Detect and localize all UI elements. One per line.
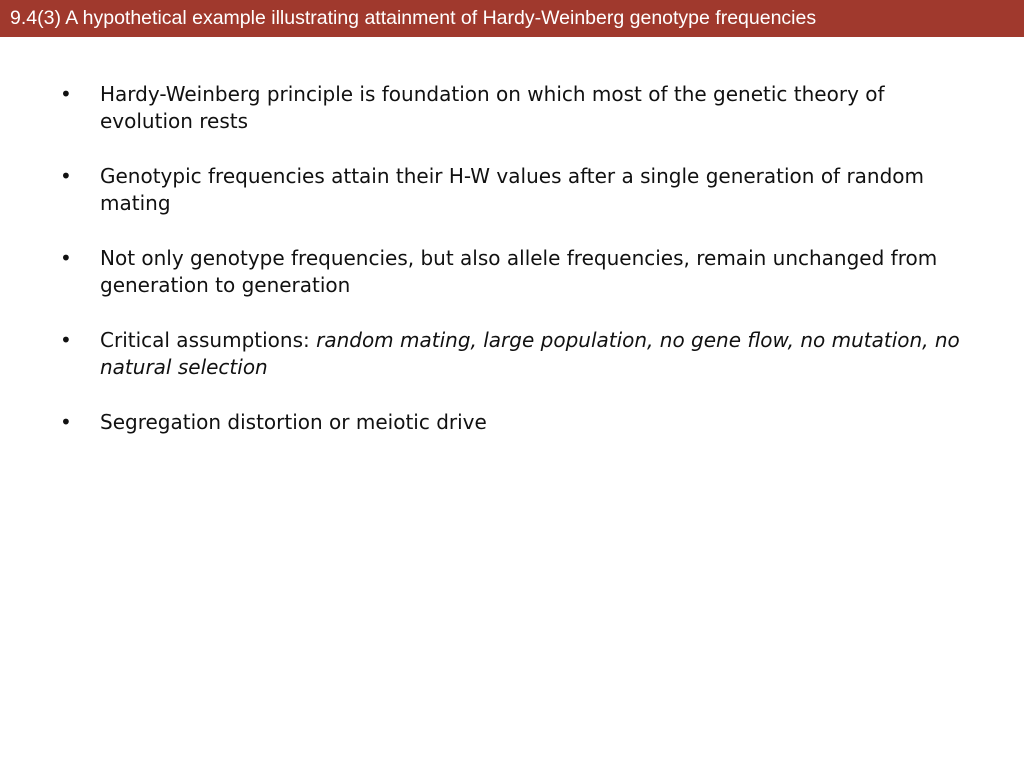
bullet-item-4	[60, 327, 960, 381]
slide-title: 9.4(3) A hypothetical example illustrating attainment of Hardy-Weinberg genotype frequencies	[10, 7, 817, 29]
bullet-item-2	[60, 163, 960, 217]
bullet-text-3: Not only genotype frequencies, but also allele frequencies, remain unchanged from generation to generation	[100, 246, 938, 297]
bullet-text-1: Hardy-Weinberg principle is foundation on which most of the genetic theory of evolution rests	[100, 82, 885, 133]
bullet-item-3	[60, 245, 960, 299]
bullet-item-1	[60, 81, 960, 135]
bullet-icon: •	[60, 164, 72, 188]
bullet-icon: •	[60, 246, 72, 270]
title-bar	[0, 0, 1024, 37]
bullet-item-5	[60, 409, 960, 436]
bullet-list	[60, 81, 960, 464]
bullet-text-5: Segregation distortion or meiotic drive	[100, 410, 487, 434]
bullet-text-2: Genotypic frequencies attain their H-W values after a single generation of random mating	[100, 164, 925, 215]
bullet-icon: •	[60, 82, 72, 106]
bullet-emphasis-4: random mating, large population, no gene flow, no mutation, no natural selection	[100, 328, 960, 379]
bullet-icon: •	[60, 328, 72, 352]
bullet-text-4: Critical assumptions:	[100, 328, 317, 352]
bullet-icon: •	[60, 410, 72, 434]
